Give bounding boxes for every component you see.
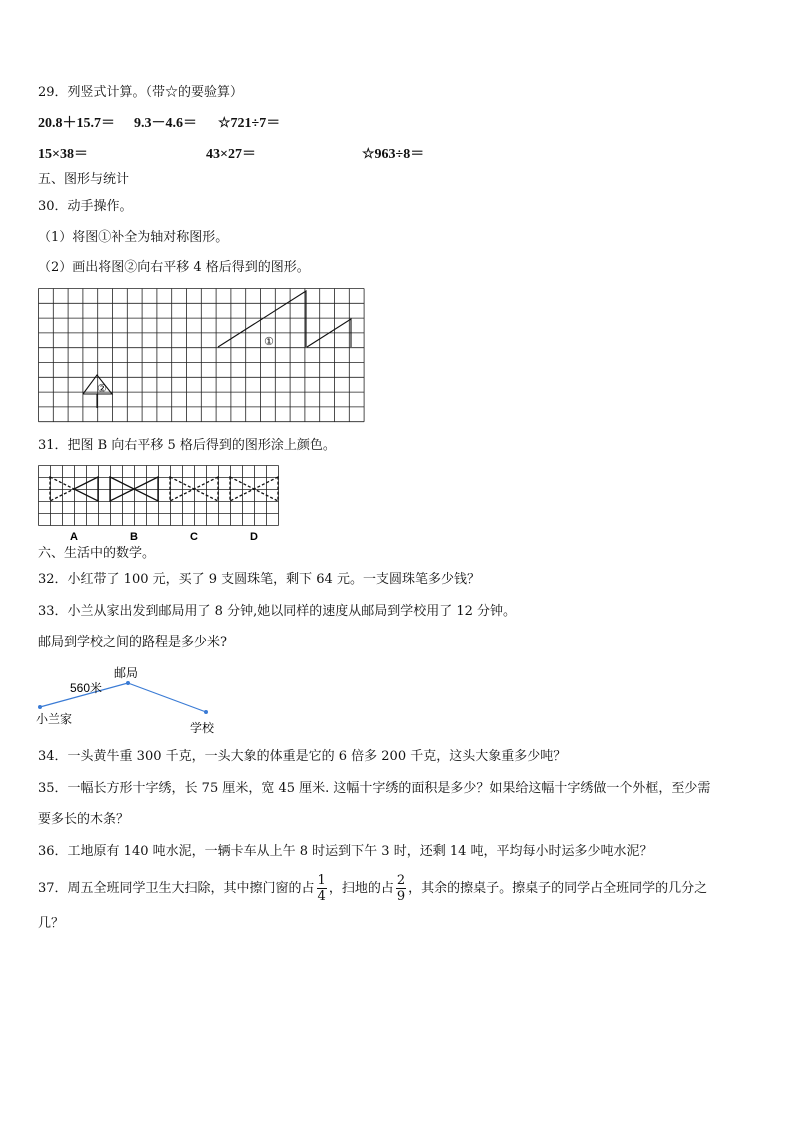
q33-line1: 33．小兰从家出发到邮局用了 8 分钟,她以同样的速度从邮局到学校用了 12 分钟。 — [38, 604, 517, 619]
q36-text: 36．工地原有 140 吨水泥，一辆卡车从上午 8 时运到下午 3 时，还剩 14 吨，平均每小时运多少吨水泥？ — [38, 844, 653, 859]
q31-title: 31．把图 B 向右平移 5 格后得到的图形涂上颜色。 — [38, 438, 336, 453]
q37-line1 — [38, 870, 707, 908]
post-dot — [126, 681, 130, 685]
section-5-heading: 五、图形与统计 — [38, 172, 130, 187]
home-dot — [38, 705, 42, 709]
section-6-heading: 六、生活中的数学。 — [38, 546, 156, 561]
q37-part3: ，其余的擦桌子。擦桌子的同学占全班同学的几分之 — [408, 881, 708, 896]
q37-line2: 几？ — [38, 916, 65, 931]
q30-grid-figure — [38, 288, 368, 424]
q29-row1 — [38, 115, 281, 133]
q34-text: 34．一头黄牛重 300 千克，一头大象的体重是它的 6 倍多 200 千克，这头大象重多少吨？ — [38, 749, 567, 764]
q29-title: 29．列竖式计算。（带☆的要验算） — [38, 85, 244, 100]
distance-label: 560米 — [70, 681, 103, 695]
label-B: B — [130, 531, 138, 543]
q29-expr-6: ☆963÷8＝ — [362, 147, 425, 162]
q32-text: 32．小红带了 100 元，买了 9 支圆珠笔，剩下 64 元。一支圆珠笔多少钱？ — [38, 572, 480, 587]
q29-expr-4: 15×38＝ — [38, 147, 88, 162]
q29-expr-3: ☆721÷7＝ — [218, 116, 281, 131]
label-D: D — [250, 531, 258, 543]
label-A: A — [70, 531, 78, 543]
frac1-numerator: 1 — [317, 873, 326, 888]
q30-sub2: （2）画出将图②向右平移 4 格后得到的图形。 — [38, 260, 310, 275]
figure-2-label: ② — [97, 383, 107, 395]
q33-route-diagram — [34, 660, 234, 738]
label-C: C — [190, 531, 198, 543]
frac2-denominator: 9 — [396, 889, 406, 904]
fraction-two-ninths — [396, 873, 406, 904]
q29-row2 — [38, 146, 425, 164]
post-school-line — [128, 683, 206, 712]
q29-expr-1: 20.8＋15.7＝ — [38, 116, 115, 131]
post-office-label: 邮局 — [114, 666, 139, 680]
q31-grid-figure — [38, 465, 284, 543]
shape-B — [110, 477, 158, 501]
q30-sub1: （1）将图①补全为轴对称图形。 — [38, 230, 229, 245]
fraction-one-quarter — [317, 873, 327, 904]
shape-A — [50, 477, 98, 501]
home-label: 小兰家 — [36, 712, 73, 726]
figure-1-label: ① — [264, 336, 274, 348]
school-dot — [204, 710, 208, 714]
frac2-numerator: 2 — [396, 873, 406, 888]
school-label: 学校 — [190, 721, 215, 735]
q35-line1: 35．一幅长方形十字绣，长 75 厘米，宽 45 厘米. 这幅十字绣的面积是多少？如果给这幅十字绣做一个外框，至少需 — [38, 781, 711, 796]
shape-C — [170, 477, 218, 501]
q35-line2: 要多长的木条？ — [38, 812, 130, 827]
q37-part2: ，扫地的占 — [328, 881, 394, 896]
q30-title: 30．动手操作。 — [38, 199, 133, 214]
q33-line2: 邮局到学校之间的路程是多少米? — [38, 635, 227, 650]
q29-expr-5: 43×27＝ — [206, 147, 256, 162]
q29-expr-2: 9.3－4.6＝ — [134, 116, 197, 131]
frac1-denominator: 4 — [317, 889, 326, 904]
shape-D — [230, 477, 278, 501]
q37-part1: 37．周五全班同学卫生大扫除，其中擦门窗的占 — [38, 881, 315, 896]
